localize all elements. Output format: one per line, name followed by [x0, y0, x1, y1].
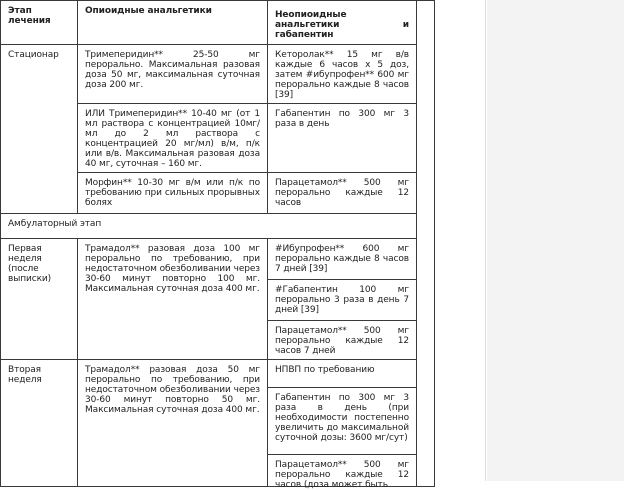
opioid-cell: Морфин** 10-30 мг в/м или п/к по требованию при сильных прорывных болях — [78, 173, 268, 214]
nonopioid-cell: #Ибупрофен** 600 мг перорально каждые 8 часов 7 дней [39] — [268, 239, 417, 280]
page-edge-divider — [485, 0, 486, 481]
nonopioid-cell: НПВП по требованию — [268, 360, 417, 388]
header-opioid: Опиоидные анальгетики — [78, 1, 268, 45]
nonopioid-cell: Парацетамол** 500 мг перорально каждые 12 часов 7 дней — [268, 321, 417, 360]
opioid-cell: Трамадол** разовая доза 100 мг перорально по требованию, при недостаточном обезболивании через 30-60 минут повторно 100 мг. Максимальная суточная доза 400 мг. — [78, 239, 268, 360]
empty-side-column — [417, 1, 435, 487]
stage-second-week: Вторая неделя — [1, 360, 78, 487]
outpatient-stage-heading: Амбулаторный этап — [1, 214, 417, 239]
opioid-cell: ИЛИ Тримеперидин** 10-40 мг (от 1 мл раствора с концентрацией 10мг/мл до 2 мл раствора с концентрацией 20 мг/мл) в/м, п/к или в/в. Максимальная разовая доза 40 мг, суточная – 160 мг. — [78, 104, 268, 173]
right-margin-area — [487, 0, 624, 481]
header-nonopioid: Неопиоидные анальгетики и габапентин — [268, 1, 417, 45]
nonopioid-cell: #Габапентин 100 мг перорально 3 раза в день 7 дней [39] — [268, 280, 417, 321]
opioid-cell: Трамадол** разовая доза 50 мг перорально по требованию, при недостаточном обезболивании через 30-60 минут повторно 50 мг. Максимальная суточная доза 400 мг. — [78, 360, 268, 487]
table-row — [1, 360, 435, 388]
nonopioid-cell: Парацетамол** 500 мг перорально каждые 12 часов — [268, 173, 417, 214]
table-row — [1, 239, 435, 280]
header-stage: Этап лечения — [1, 1, 78, 45]
nonopioid-cell: Кеторолак** 15 мг в/в каждые 6 часов х 5 доз, затем #ибупрофен** 600 мг перорально каждые 8 часов [39] — [268, 45, 417, 104]
truncated-text: Парацетамол** 500 мг перорально каждые 12 часов (доза может быть — [275, 460, 409, 490]
stage-hospital: Стационар — [1, 45, 78, 214]
opioid-cell: Тримеперидин** 25-50 мг перорально. Максимальная разовая доза 50 мг, максимальная суточная доза 200 мг. — [78, 45, 268, 104]
stage-first-week: Первая неделя (после выписки) — [1, 239, 78, 360]
table-header-row — [1, 1, 435, 45]
table-row — [1, 45, 435, 104]
nonopioid-cell: Габапентин по 300 мг 3 раза в день — [268, 104, 417, 173]
nonopioid-cell: Габапентин по 300 мг 3 раза в день (при необходимости постепенно увеличить до максимальной суточной дозы: 3600 мг/сут) — [268, 388, 417, 455]
nonopioid-cell-truncated — [268, 455, 417, 490]
table-row — [1, 214, 435, 239]
